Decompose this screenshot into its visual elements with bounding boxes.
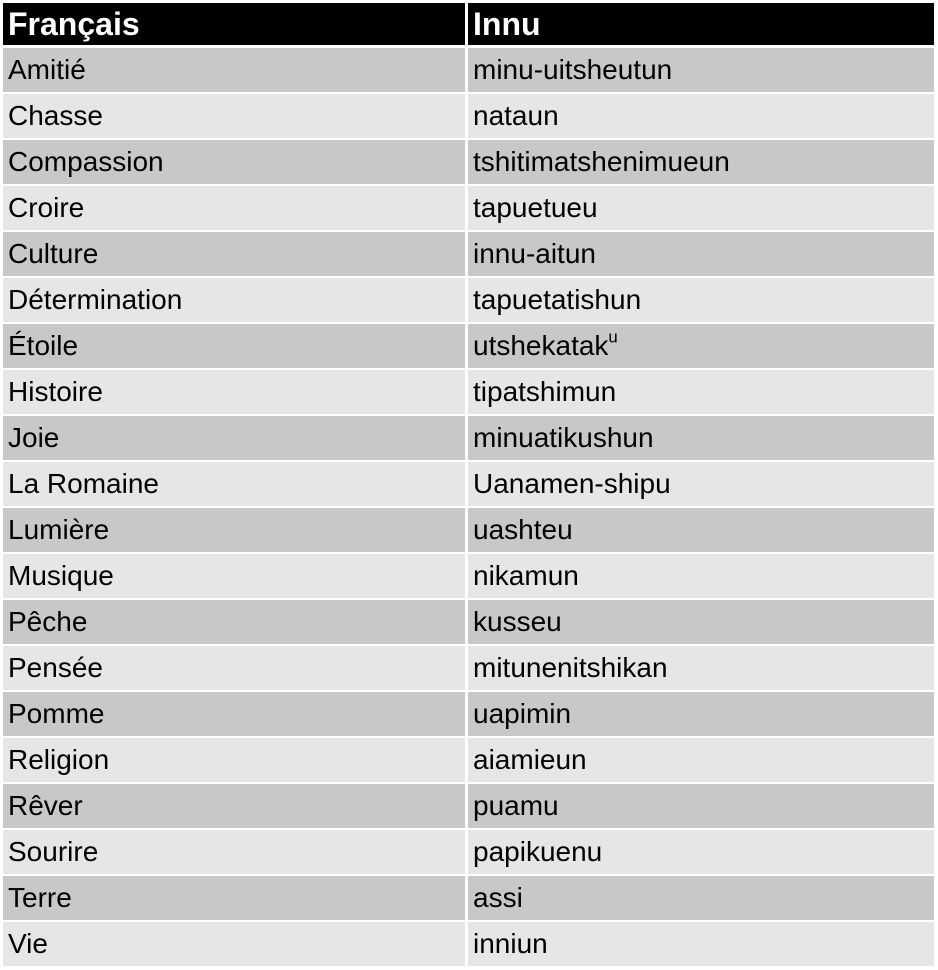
innu-word: kusseu <box>473 606 562 637</box>
cell-francais: Compassion <box>3 140 468 186</box>
innu-word: tapuetueu <box>473 192 598 223</box>
table-row <box>3 692 934 738</box>
innu-word: Uanamen-shipu <box>473 468 671 499</box>
table-row <box>3 48 934 94</box>
cell-innu <box>468 416 934 462</box>
innu-word: papikuenu <box>473 836 603 867</box>
cell-francais: Détermination <box>3 278 468 324</box>
cell-francais: La Romaine <box>3 462 468 508</box>
cell-francais: Sourire <box>3 830 468 876</box>
innu-word: aiamieun <box>473 744 587 775</box>
cell-francais: Pensée <box>3 646 468 692</box>
header-innu: Innu <box>468 3 934 48</box>
table-row <box>3 140 934 186</box>
cell-francais: Chasse <box>3 94 468 140</box>
cell-francais: Culture <box>3 232 468 278</box>
cell-innu <box>468 554 934 600</box>
cell-francais: Pêche <box>3 600 468 646</box>
innu-word: tapuetatishun <box>473 284 642 315</box>
cell-innu <box>468 94 934 140</box>
table-body <box>3 48 934 968</box>
innu-word: innu-aitun <box>473 238 596 269</box>
table-row <box>3 416 934 462</box>
innu-superscript: u <box>608 327 618 347</box>
cell-francais: Étoile <box>3 324 468 370</box>
table-row <box>3 554 934 600</box>
vocabulary-table <box>3 3 934 968</box>
table-row <box>3 830 934 876</box>
cell-francais: Histoire <box>3 370 468 416</box>
cell-francais: Pomme <box>3 692 468 738</box>
table-row <box>3 232 934 278</box>
innu-word: mitunenitshikan <box>473 652 668 683</box>
table-row <box>3 738 934 784</box>
cell-francais: Joie <box>3 416 468 462</box>
table-row <box>3 922 934 968</box>
table-row <box>3 278 934 324</box>
cell-innu <box>468 140 934 186</box>
table-row <box>3 508 934 554</box>
cell-francais: Croire <box>3 186 468 232</box>
innu-word: uapimin <box>473 698 572 729</box>
innu-word: minu-uitsheutun <box>473 54 673 85</box>
table-row <box>3 186 934 232</box>
table-header <box>3 3 934 48</box>
cell-francais: Amitié <box>3 48 468 94</box>
innu-word: puamu <box>473 790 559 821</box>
cell-innu <box>468 646 934 692</box>
innu-word: minuatikushun <box>473 422 654 453</box>
cell-francais: Religion <box>3 738 468 784</box>
table-row <box>3 324 934 370</box>
cell-francais: Musique <box>3 554 468 600</box>
innu-word: tipatshimun <box>473 376 617 407</box>
innu-word: uashteu <box>473 514 573 545</box>
table-row <box>3 646 934 692</box>
cell-francais: Vie <box>3 922 468 968</box>
cell-innu <box>468 738 934 784</box>
cell-francais: Rêver <box>3 784 468 830</box>
cell-francais: Terre <box>3 876 468 922</box>
cell-francais: Lumière <box>3 508 468 554</box>
table-row <box>3 600 934 646</box>
table-row <box>3 94 934 140</box>
cell-innu <box>468 48 934 94</box>
innu-word: nataun <box>473 100 559 131</box>
cell-innu <box>468 232 934 278</box>
cell-innu <box>468 508 934 554</box>
cell-innu <box>468 324 934 370</box>
table-row <box>3 462 934 508</box>
table-row <box>3 370 934 416</box>
cell-innu <box>468 370 934 416</box>
cell-innu <box>468 186 934 232</box>
innu-word: assi <box>473 882 523 913</box>
cell-innu <box>468 922 934 968</box>
innu-word: tshitimatshenimueun <box>473 146 730 177</box>
table-row <box>3 876 934 922</box>
innu-word: utshekatak <box>473 330 609 361</box>
cell-innu <box>468 830 934 876</box>
cell-innu <box>468 876 934 922</box>
innu-word: inniun <box>473 928 548 959</box>
cell-innu <box>468 692 934 738</box>
cell-innu <box>468 784 934 830</box>
header-row <box>3 3 934 48</box>
innu-word: nikamun <box>473 560 579 591</box>
header-francais: Français <box>3 3 468 48</box>
cell-innu <box>468 278 934 324</box>
cell-innu <box>468 462 934 508</box>
cell-innu <box>468 600 934 646</box>
table-row <box>3 784 934 830</box>
